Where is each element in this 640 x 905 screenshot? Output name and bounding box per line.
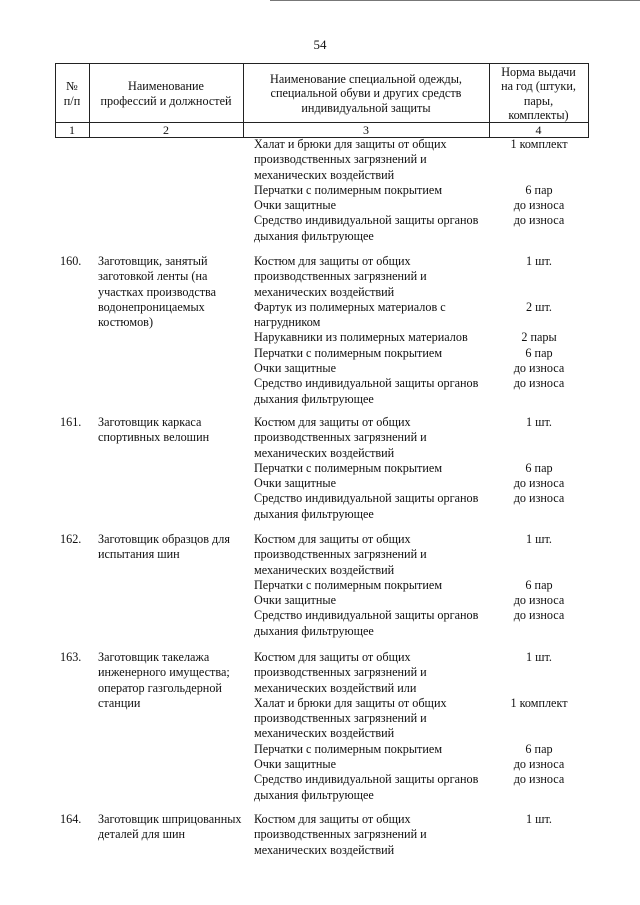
items-list [254,532,565,639]
item-qty: до износа [513,608,565,623]
profession-name: Заготовщик образцов для испытания шин [98,532,230,562]
item-name: Нарукавники из полимерных материалов [254,330,468,345]
list-item [254,137,568,183]
item-name: Халат и брюки для защиты от общих производственных загрязнений и механических воздействий [254,137,447,182]
row-number: 163. [60,650,82,664]
item-qty: 6 пар [525,182,553,197]
item-qty: 2 шт. [526,299,552,314]
item-qty: 6 пар [525,577,553,592]
item-name: Очки защитные [254,476,336,491]
list-item [254,330,557,345]
item-name: Средство индивидуальной защиты органов дыхания фильтрующее [254,772,479,802]
item-qty: 1 шт. [526,415,552,429]
row-number: 161. [60,415,82,429]
item-name: Средство индивидуальной защиты органов дыхания фильтрующее [254,608,479,638]
list-item [254,476,565,491]
scan-edge-line [270,0,640,1]
items-list [254,812,552,858]
item-name: Очки защитные [254,361,336,376]
item-name: Костюм для защиты от общих производственных загрязнений и механических воздействий [254,254,427,299]
profession-name: Заготовщик шприцованных деталей для шин [98,812,242,842]
item-name: Перчатки с полимерным покрытием [254,577,443,592]
list-item [254,415,552,461]
item-name: Очки защитные [254,757,336,772]
item-name: Фартук из полимерных материалов с нагрудником [254,299,446,330]
item-qty: до износа [513,772,565,787]
row-number: 162. [60,532,82,546]
item-name: Перчатки с полимерным покрытием [254,345,443,360]
items-list [254,254,565,407]
item-qty: 1 шт. [526,254,552,268]
column-number: 3 [363,123,369,137]
row-number: 164. [60,812,82,826]
list-item [254,182,553,198]
item-qty: до износа [513,198,565,213]
list-item [254,757,565,772]
list-item [254,460,553,476]
item-name: Очки защитные [254,198,336,213]
item-qty: 6 пар [525,345,553,360]
list-item [254,772,565,803]
list-item [254,361,565,376]
item-name: Костюм для защиты от общих производственных загрязнений и механических воздействий [254,532,427,577]
item-qty: 1 комплект [510,695,568,710]
profession-name: Заготовщик каркаса спортивных велошин [98,415,210,445]
column-number: 4 [535,123,542,137]
item-name: Костюм для защиты от общих производственных загрязнений и механических воздействий [254,415,427,460]
item-qty: до износа [513,376,565,391]
profession-name: Заготовщик такелажа инженерного имущества; оператор газгольдерной станции [98,650,230,710]
header-number: № п/п [63,79,81,108]
list-item [254,532,552,578]
item-name: Очки защитные [254,593,336,608]
item-qty: до износа [513,361,565,376]
list-item [254,299,552,331]
list-item [254,741,553,757]
header-profession: Наименование профессий и должностей [100,79,232,108]
list-item [254,577,553,593]
list-item [254,812,552,858]
list-item [254,593,565,608]
item-qty: до износа [513,476,565,491]
item-qty: до износа [513,593,565,608]
item-name: Средство индивидуальной защиты органов дыхания фильтрующее [254,491,479,521]
column-number: 1 [69,123,75,137]
list-item [254,345,553,361]
item-qty: до износа [513,491,565,506]
profession-name: Заготовщик, занятый заготовкой ленты (на участках производства водонепроницаемых костюмов) [98,254,217,330]
items-list [254,137,568,244]
item-qty: до износа [513,213,565,228]
items-list [254,415,565,522]
item-name: Перчатки с полимерным покрытием [254,182,443,197]
item-qty: 1 шт. [526,650,552,664]
row-number: 160. [60,254,82,268]
list-item [254,695,568,742]
list-item [254,491,565,522]
item-name: Средство индивидуальной защиты органов дыхания фильтрующее [254,213,479,243]
item-qty: 1 комплект [510,137,568,151]
page-number: 54 [313,37,327,52]
item-name: Перчатки с полимерным покрытием [254,460,443,475]
item-name: Средство индивидуальной защиты органов дыхания фильтрующее [254,376,479,406]
item-qty: 1 шт. [526,532,552,546]
column-number-row [55,122,589,137]
column-number: 2 [163,123,169,137]
header-protection-means: Наименование специальной одежды, специальной обуви и других средств индивидуальной защиты [270,72,462,115]
list-item [254,198,565,213]
list-item [254,650,552,696]
item-qty: 6 пар [525,741,553,756]
item-qty: до износа [513,757,565,772]
list-item [254,608,565,639]
item-qty: 6 пар [525,460,553,475]
item-name: Костюм для защиты от общих производственных загрязнений и механических воздействий [254,812,427,857]
item-name: Костюм для защиты от общих производственных загрязнений и механических воздействий или [254,650,427,695]
item-name: Халат и брюки для защиты от общих производственных загрязнений и механических воздействий [254,695,447,741]
item-qty: 2 пары [521,330,557,345]
list-item [254,254,552,300]
item-name: Перчатки с полимерным покрытием [254,741,443,756]
list-item [254,376,565,407]
item-qty: 1 шт. [526,812,552,826]
header-norm: Норма выдачи на год (штуки, пары, комплекты) [501,64,576,122]
list-item [254,213,565,244]
items-list [254,650,568,803]
